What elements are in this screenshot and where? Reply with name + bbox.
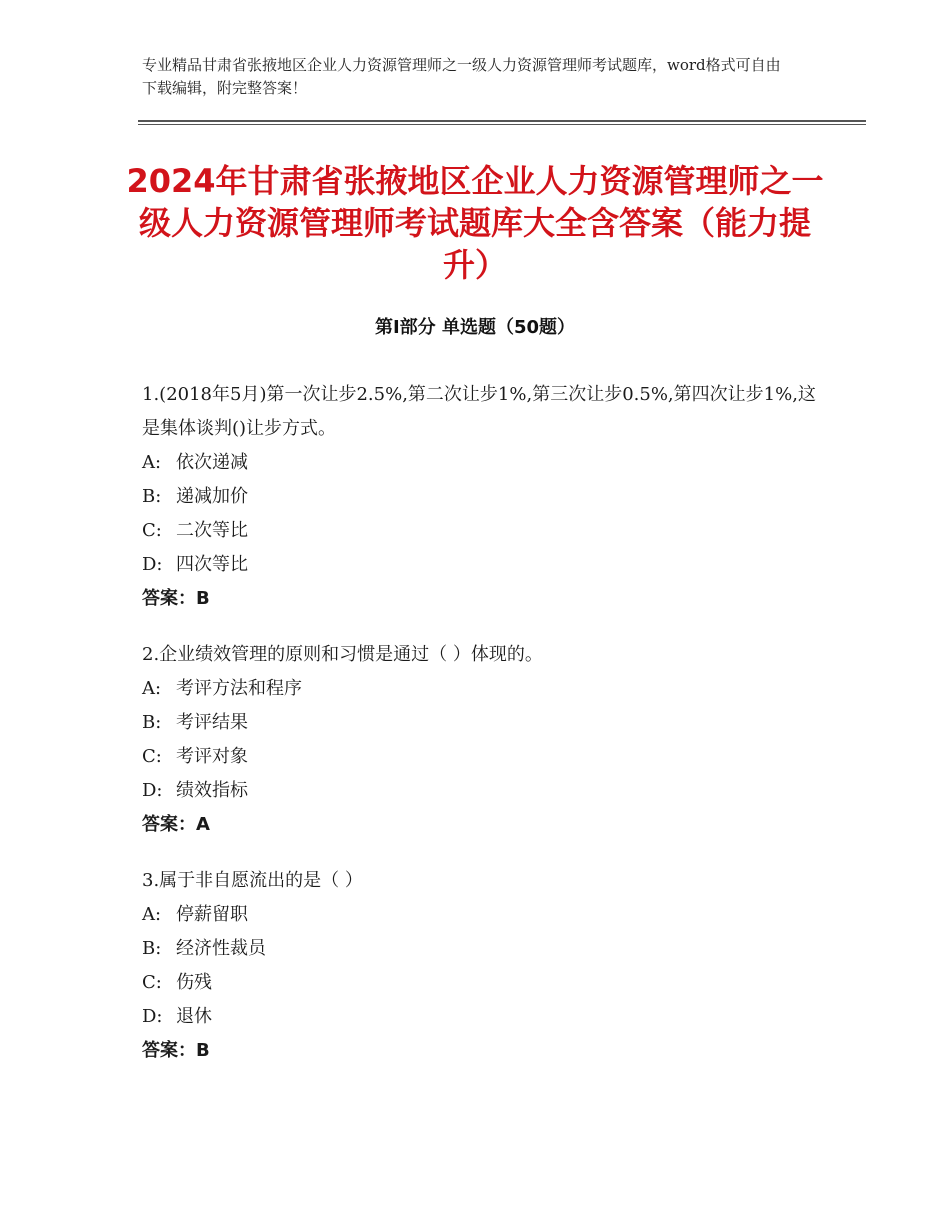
option-label: B: [142, 938, 162, 959]
option-a [142, 898, 822, 932]
option-text: 退休 [176, 1006, 212, 1027]
option-c [142, 514, 822, 548]
option-a [142, 446, 822, 480]
option-c [142, 966, 822, 1000]
option-b [142, 480, 822, 514]
question-stem: 1.(2018年5月)第一次让步2.5%,第二次让步1%,第三次让步0.5%,第四次让步1%,这是集体谈判()让步方式。 [142, 384, 816, 439]
question-2 [142, 638, 822, 842]
option-label: B: [142, 712, 162, 733]
option-text: 考评方法和程序 [176, 678, 302, 699]
option-label: A: [142, 678, 162, 699]
document-title: 2024年甘肃省张掖地区企业人力资源管理师之一级人力资源管理师考试题库大全含答案（能力提升） [126, 162, 824, 284]
option-d [142, 1000, 822, 1034]
option-text: 伤残 [176, 972, 212, 993]
answer: 答案：A [142, 814, 210, 835]
option-d [142, 548, 822, 582]
option-label: D: [142, 554, 163, 575]
option-label: C: [142, 746, 162, 767]
option-text: 经济性裁员 [176, 938, 266, 959]
option-b [142, 932, 822, 966]
option-label: C: [142, 972, 162, 993]
option-label: D: [142, 780, 163, 801]
option-text: 四次等比 [176, 554, 248, 575]
option-text: 绩效指标 [176, 780, 248, 801]
option-c [142, 740, 822, 774]
header-divider [138, 120, 866, 126]
option-d [142, 774, 822, 808]
answer: 答案：B [142, 1040, 210, 1061]
header-divider-thin [138, 124, 866, 125]
question-stem: 2.企业绩效管理的原则和习惯是通过（ ）体现的。 [142, 644, 543, 665]
question-stem: 3.属于非自愿流出的是（ ） [142, 870, 363, 891]
question-list [142, 378, 822, 1090]
section-title: 第Ⅰ部分 单选题（50题） [374, 317, 575, 338]
option-label: A: [142, 904, 162, 925]
option-text: 停薪留职 [176, 904, 248, 925]
answer: 答案：B [142, 588, 210, 609]
question-1 [142, 378, 822, 616]
option-label: B: [142, 486, 162, 507]
option-b [142, 706, 822, 740]
option-label: D: [142, 1006, 163, 1027]
option-text: 依次递减 [176, 452, 248, 473]
option-text: 考评结果 [176, 712, 248, 733]
header-note: 专业精品甘肃省张掖地区企业人力资源管理师之一级人力资源管理师考试题库，word格式可自由下载编辑，附完整答案！ [142, 56, 781, 97]
header-divider-thick [138, 120, 866, 122]
option-text: 二次等比 [176, 520, 248, 541]
question-3 [142, 864, 822, 1068]
option-text: 递减加价 [176, 486, 248, 507]
option-text: 考评对象 [176, 746, 248, 767]
option-label: C: [142, 520, 162, 541]
option-a [142, 672, 822, 706]
option-label: A: [142, 452, 162, 473]
